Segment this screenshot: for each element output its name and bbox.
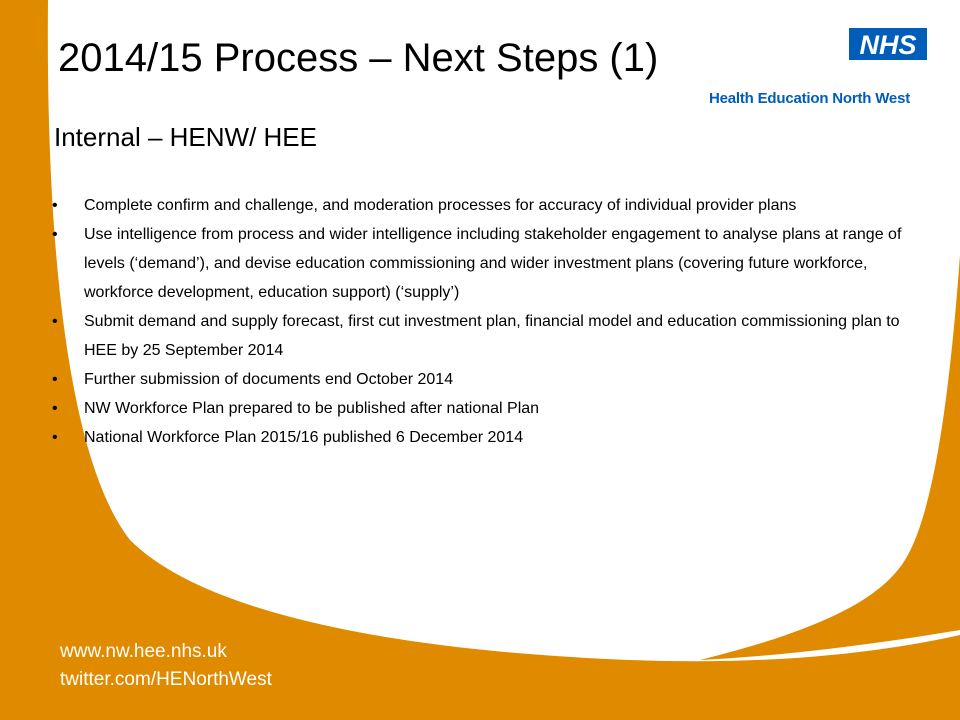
bullet-marker: • (52, 313, 58, 330)
slide-title: 2014/15 Process – Next Steps (1) (58, 36, 659, 80)
bullet-item (52, 191, 932, 220)
bullet-text: Use intelligence from process and wider intelligence including stakeholder engagement to analyse plans at range of levels (‘demand’), and devise education commissioning and wider investment plans (covering future workforce, workforce development, education support) (‘supply’) (84, 226, 902, 301)
slide-subtitle: Internal – HENW/ HEE (54, 122, 317, 152)
bullet-marker: • (52, 197, 58, 214)
bullet-item (52, 423, 932, 452)
twitter-link[interactable]: twitter.com/HENorthWest (60, 669, 272, 690)
bullet-text: National Workforce Plan 2015/16 published 6 December 2014 (84, 429, 524, 446)
bullet-text: Complete confirm and challenge, and moderation processes for accuracy of individual provider plans (84, 197, 797, 214)
bullet-item (52, 220, 932, 307)
organisation-name: Health Education North West (709, 90, 911, 107)
bullet-marker: • (52, 371, 58, 388)
bullet-marker: • (52, 226, 58, 243)
nhs-logo (849, 28, 927, 60)
bullet-text: NW Workforce Plan prepared to be published after national Plan (84, 400, 540, 417)
bullet-item (52, 394, 932, 423)
bullet-item (52, 307, 932, 365)
bullet-marker: • (52, 400, 58, 417)
bullet-item (52, 365, 932, 394)
bullet-marker: • (52, 429, 58, 446)
website-link[interactable]: www.nw.hee.nhs.uk (60, 641, 227, 662)
nhs-logo-text: NHS (859, 30, 917, 60)
bullet-list (52, 191, 932, 452)
footer (60, 638, 272, 694)
bullet-text: Further submission of documents end October 2014 (84, 371, 454, 388)
bullet-text: Submit demand and supply forecast, first cut investment plan, financial model and education commissioning plan to HEE by 25 September 2014 (84, 313, 900, 359)
